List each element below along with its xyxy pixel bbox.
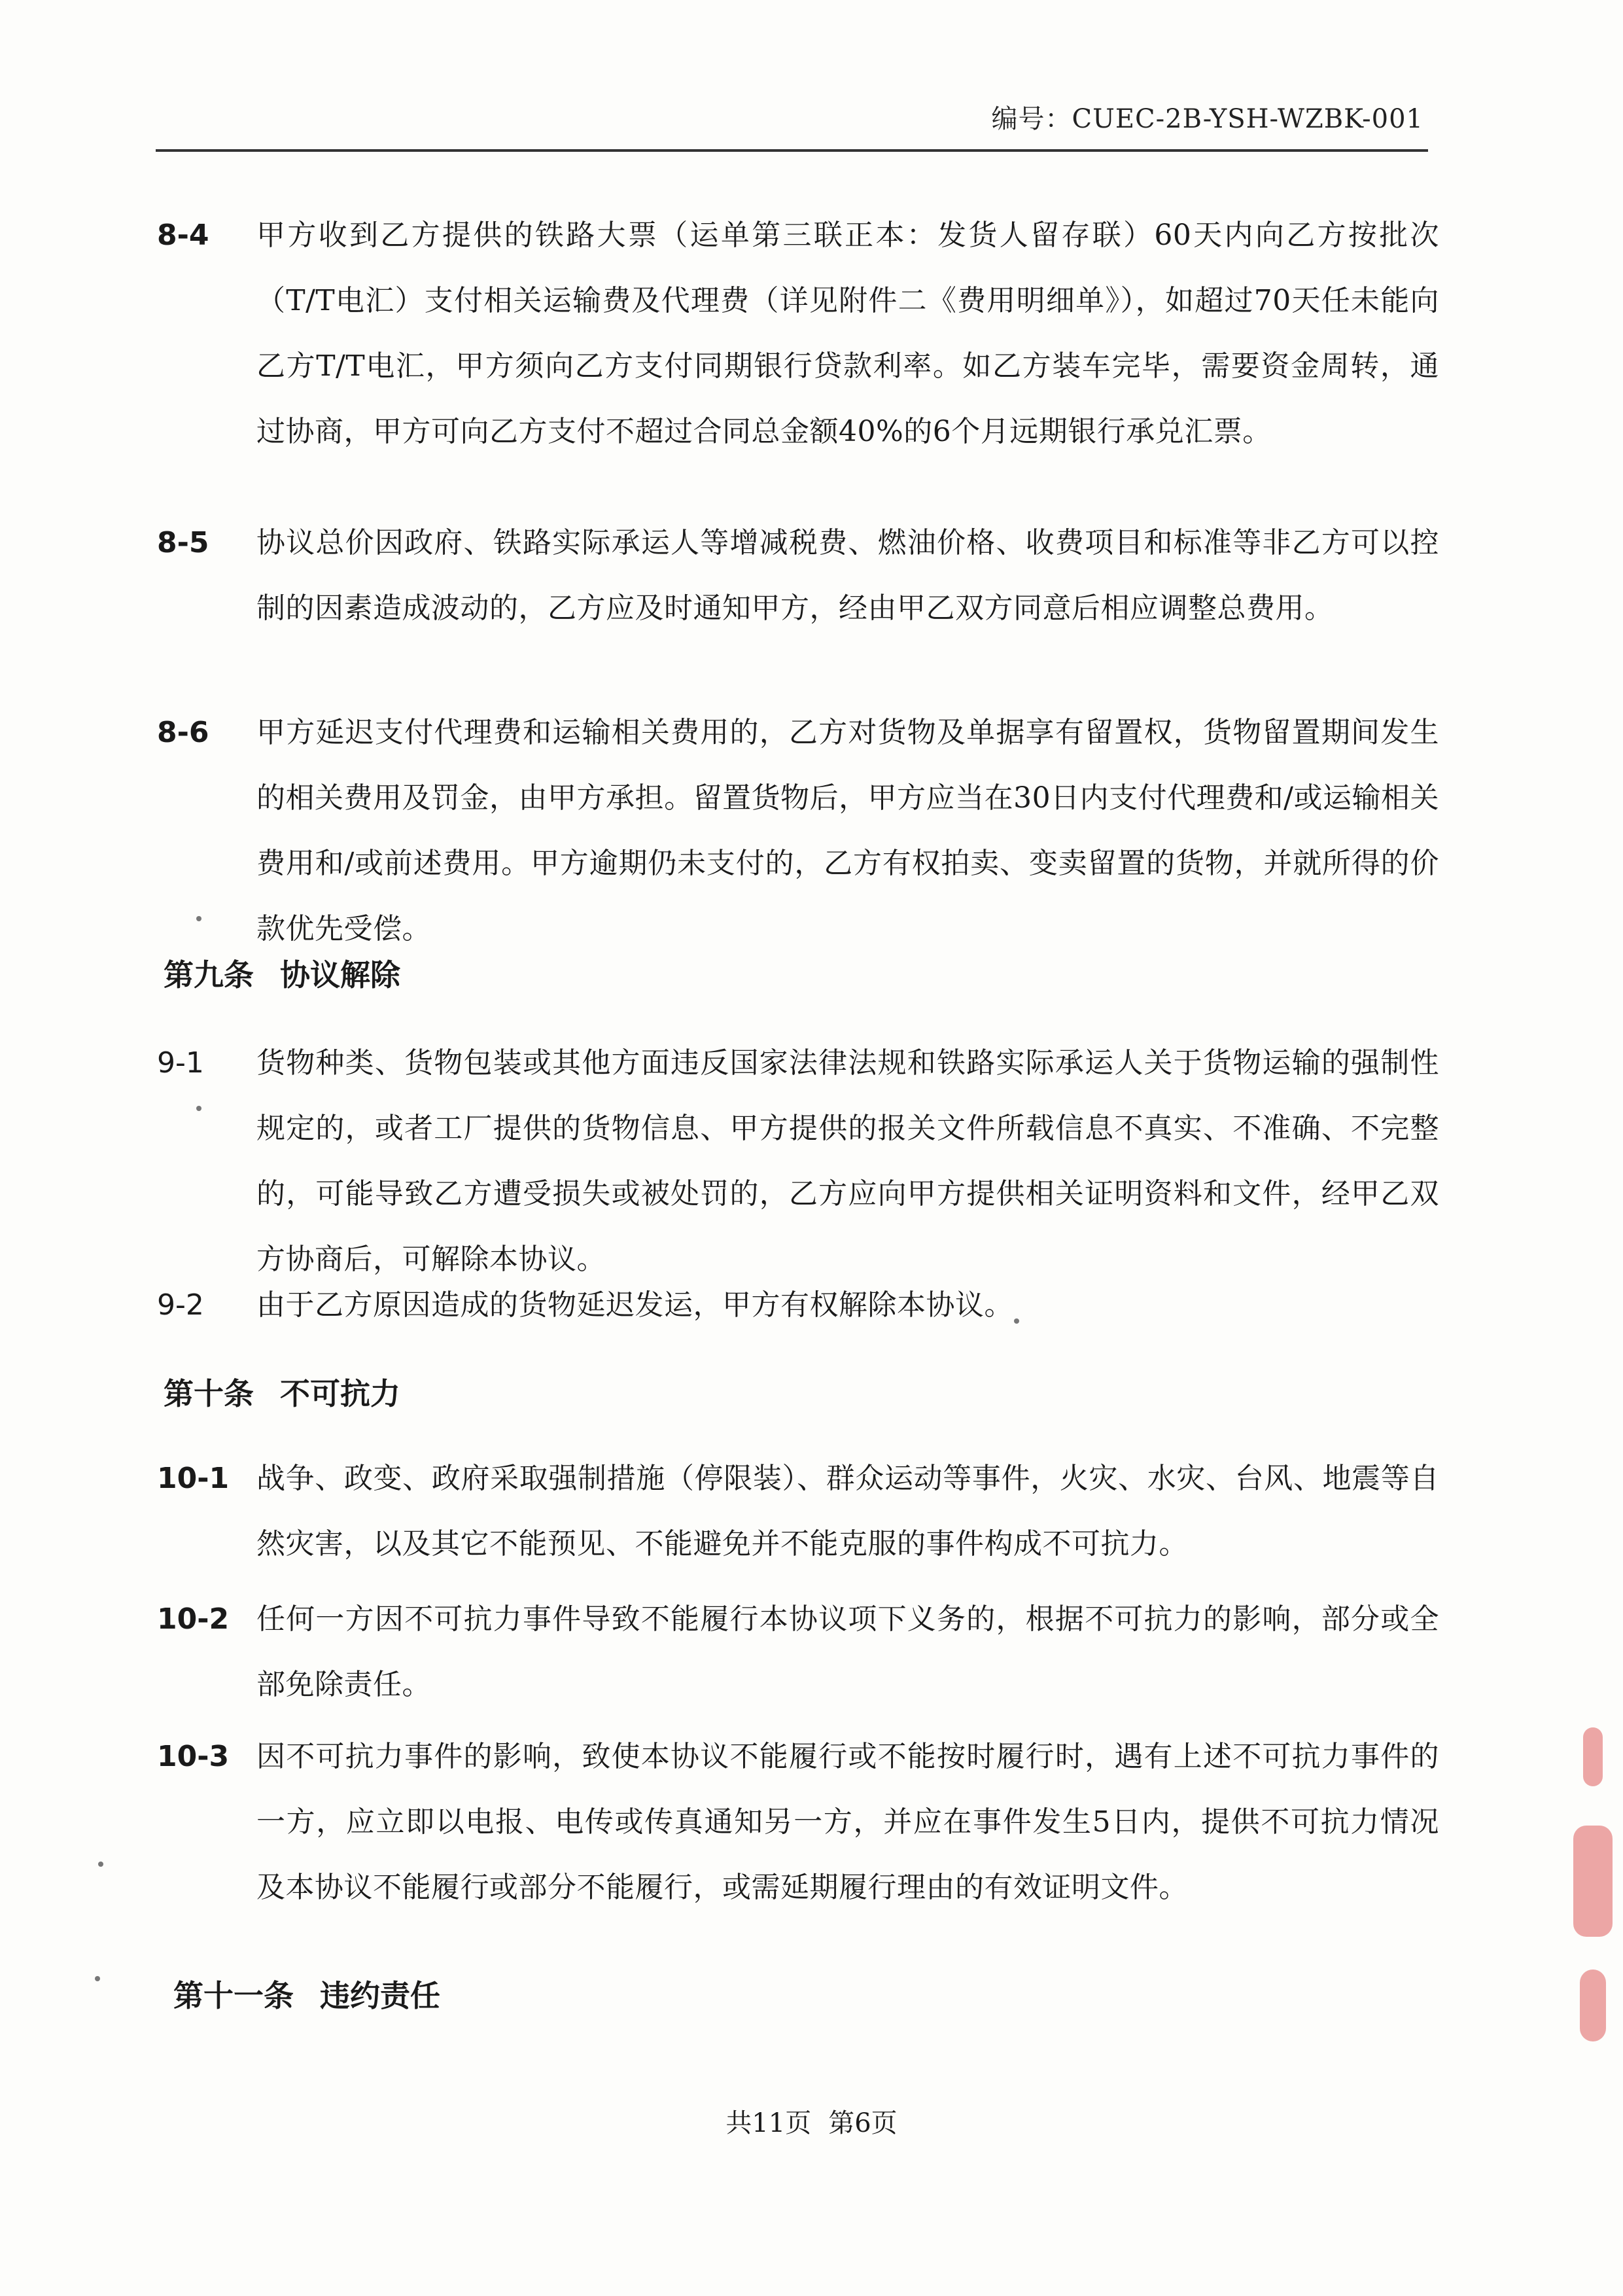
- clause-number: 8-4: [157, 219, 209, 252]
- total-pages: 共11页: [725, 2108, 812, 2138]
- clause-text: 战争、政变、政府采取强制措施（停限装）、群众运动等事件，火灾、水灾、台风、地震等自然灾害，以及其它不能预见、不能避免并不能克服的事件构成不可抗力。: [256, 1462, 1439, 1561]
- clause-text: 任何一方因不可抗力事件导致不能履行本协议项下义务的，根据不可抗力的影响，部分或全部免除责任。: [256, 1602, 1439, 1701]
- section-heading-10: [164, 1361, 400, 1426]
- section-heading-11: [173, 1963, 440, 2028]
- clause-text: 因不可抗力事件的影响，致使本协议不能履行或不能按时履行时，遇有上述不可抗力事件的一方，应立即以电报、电传或传真通知另一方，并应在事件发生5日内，提供不可抗力情况及本协议不能履行或部分不能履行，或需延期履行理由的有效证明文件。: [256, 1740, 1439, 1904]
- section-number: 第九条: [164, 957, 254, 993]
- scan-speck: [1014, 1318, 1019, 1324]
- seal-fragment: [1583, 1727, 1603, 1786]
- document-number: 编号：CUEC-2B-YSH-WZBK-001: [991, 104, 1423, 134]
- scan-speck: [98, 1862, 103, 1867]
- clause-number: 10-3: [157, 1740, 230, 1773]
- clause-8-5: [157, 510, 1439, 707]
- clause-text: 由于乙方原因造成的货物延迟发运，甲方有权解除本协议。: [256, 1288, 1013, 1322]
- scan-speck: [95, 1976, 100, 1981]
- section-number: 第十一条: [173, 1978, 294, 2013]
- header-rule: [156, 149, 1428, 152]
- clause-8-6: [157, 700, 1439, 962]
- scan-speck: [196, 1106, 201, 1111]
- seal-fragment: [1580, 1969, 1606, 2041]
- section-title: 不可抗力: [280, 1376, 400, 1411]
- clause-8-4: [157, 203, 1439, 530]
- section-heading-9: [164, 942, 400, 1008]
- clause-number: 9-1: [157, 1046, 204, 1080]
- clause-text: 甲方收到乙方提供的铁路大票（运单第三联正本：发货人留存联）60天内向乙方按批次（T/T电汇）支付相关运输费及代理费（详见附件二《费用明细单》），如超过70天任未能向乙方T/T电汇，甲方须向乙方支付同期银行贷款利率。如乙方装车完毕，需要资金周转，通过协商，甲方可向乙方支付不超过合同总金额40%的6个月远期银行承兑汇票。: [256, 219, 1439, 448]
- section-title: 违约责任: [320, 1978, 440, 2013]
- clause-10-1: [157, 1446, 1439, 1577]
- clause-number: 10-1: [157, 1462, 230, 1495]
- clause-number: 9-2: [157, 1288, 204, 1322]
- clause-9-2: [157, 1273, 1439, 1338]
- seal-fragment: [1573, 1826, 1613, 1937]
- clause-text: 甲方延迟支付代理费和运输相关费用的，乙方对货物及单据享有留置权，货物留置期间发生的相关费用及罚金，由甲方承担。留置货物后，甲方应当在30日内支付代理费和/或运输相关费用和/或前述费用。甲方逾期仍未支付的，乙方有权拍卖、变卖留置的货物，并就所得的价款优先受偿。: [256, 716, 1439, 945]
- clause-number: 10-2: [157, 1602, 230, 1636]
- clause-9-1: [157, 1031, 1439, 1292]
- current-page: 第6页: [828, 2108, 898, 2138]
- clause-number: 8-6: [157, 716, 209, 749]
- scan-speck: [196, 916, 201, 921]
- clause-text: 货物种类、货物包装或其他方面违反国家法律法规和铁路实际承运人关于货物运输的强制性规定的，或者工厂提供的货物信息、甲方提供的报关文件所载信息不真实、不准确、不完整的，可能导致乙方遭受损失或被处罚的，乙方应向甲方提供相关证明资料和文件，经甲乙双方协商后，可解除本协议。: [256, 1046, 1439, 1276]
- page-footer: [0, 2104, 1623, 2143]
- clause-text: 协议总价因政府、铁路实际承运人等增减税费、燃油价格、收费项目和标准等非乙方可以控制的因素造成波动的，乙方应及时通知甲方，经由甲乙双方同意后相应调整总费用。: [256, 526, 1439, 625]
- clause-number: 8-5: [157, 526, 209, 559]
- section-title: 协议解除: [280, 957, 400, 993]
- clause-10-2: [157, 1587, 1439, 1718]
- section-number: 第十条: [164, 1376, 254, 1411]
- clause-10-3: [157, 1724, 1439, 1986]
